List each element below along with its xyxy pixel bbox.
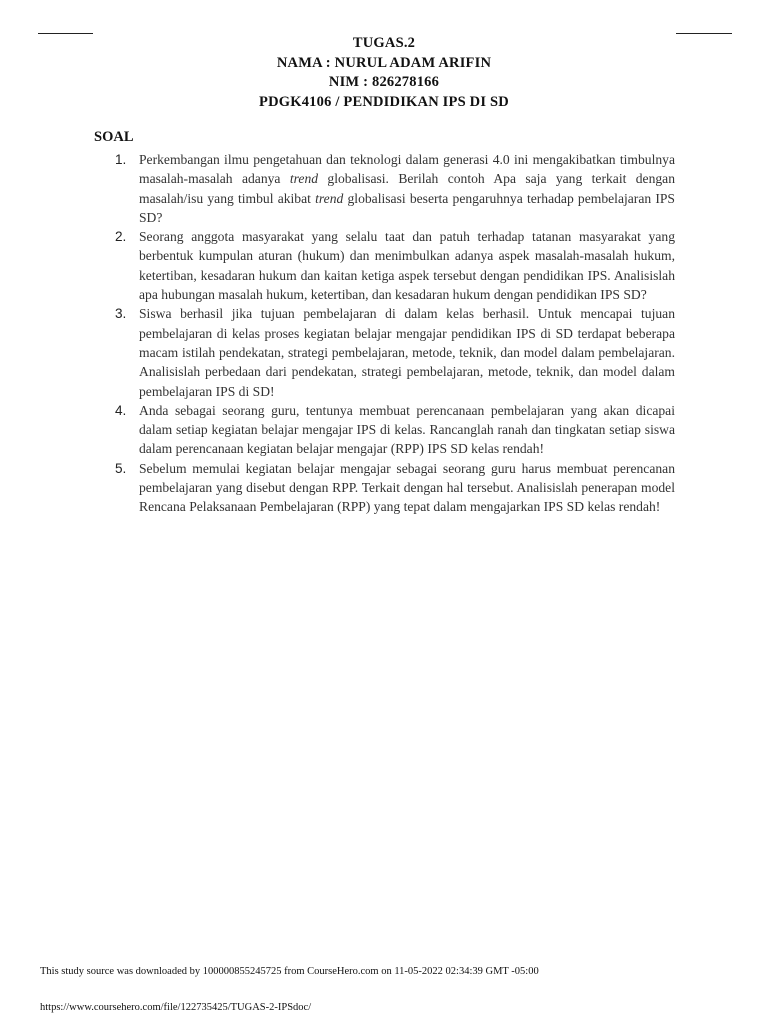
assignment-title: TUGAS.2: [352, 35, 416, 51]
question-number: 4.: [115, 402, 127, 418]
question-item-5: [115, 459, 675, 517]
course-title: PDGK4106 / PENDIDIKAN IPS DI SD: [259, 93, 509, 110]
question-text: Siswa berhasil jika tujuan pembelajaran di dalam kelas berhasil. Untuk mencapai tujuan pembelajaran di kelas proses kegiatan belajar mengajar pendidikan IPS di SD terdapat beberapa macam istilah pendekatan, strategi pembelajaran, metode, teknik, dan model dalam pembelajaran. Analisislah perbedaan dari pendekatan, strategi pembelajaran, metode, teknik, dan model dalam pembelajaran IPS di SD!: [139, 306, 675, 399]
emphasis-trend: trend: [315, 190, 344, 206]
soal-heading: SOAL: [94, 129, 134, 145]
question-text: Sebelum memulai kegiatan belajar mengajar sebagai seorang guru harus membuat perencanan pembelajaran yang disebut dengan RPP. Terkait dengan hal tersebut. Analisislah penerapan model Rencana Pelaksanaan Pembelajaran (RPP) yang tepat dalam mengajarkan IPS SD kelas rendah!: [139, 460, 675, 515]
question-number: 3.: [115, 306, 127, 322]
download-source-note: This study source was downloaded by 100000855245725 from CourseHero.com on 11-05-2022 02:34:39 GMT -05:00: [40, 966, 539, 977]
question-list: [115, 150, 675, 517]
question-number: 2.: [115, 229, 127, 245]
question-item-1: [115, 150, 675, 227]
question-text-part: Perkembangan ilmu pengetahuan dan teknologi dalam generasi 4.0 ini mengakibatkan timbulnya masalah-masalah adanya: [139, 152, 675, 187]
source-url[interactable]: https://www.coursehero.com/file/122735425/TUGAS-2-IPSdoc/: [40, 1002, 312, 1013]
emphasis-trend: trend: [289, 171, 319, 187]
question-item-4: [115, 401, 675, 459]
student-id: NIM : 826278166: [328, 74, 440, 90]
document-header: [0, 34, 768, 112]
question-text: Seorang anggota masyarakat yang selalu taat dan patuh terhadap tatanan masyarakat yang berbentuk kumpulan aturan (hukum) dan menimbulkan adanya aspek masalah-masalah hukum, ketertiban, kesadaran hukum dan kaitan ketiga aspek tersebut dengan pendidikan IPS. Analisislah apa hubungan masalah hukum, ketertiban, dan kesadaran hukum dengan pendidikan IPS SD?: [139, 229, 675, 303]
student-name: NAMA : NURUL ADAM ARIFIN: [276, 54, 492, 71]
question-number: 5.: [115, 460, 127, 476]
question-item-2: [115, 227, 675, 304]
question-item-3: [115, 304, 675, 400]
question-text-part: globalisasi. Berilah contoh Apa saja yang terkait dengan masalah/isu yang timbul akibat: [139, 171, 675, 206]
question-text: Anda sebagai seorang guru, tentunya membuat perencanaan pembelajaran yang akan dicapai dalam setiap kegiatan belajar mengajar IPS di kelas. Rancanglah ranah dan tingkatan setiap siswa dalam perencanaan kegiatan belajar mengajar (RPP) IPS SD kelas rendah!: [139, 402, 675, 457]
question-number: 1.: [115, 152, 127, 167]
question-text-part: globalisasi beserta pengaruhnya terhadap pembelajaran IPS SD?: [139, 190, 675, 225]
